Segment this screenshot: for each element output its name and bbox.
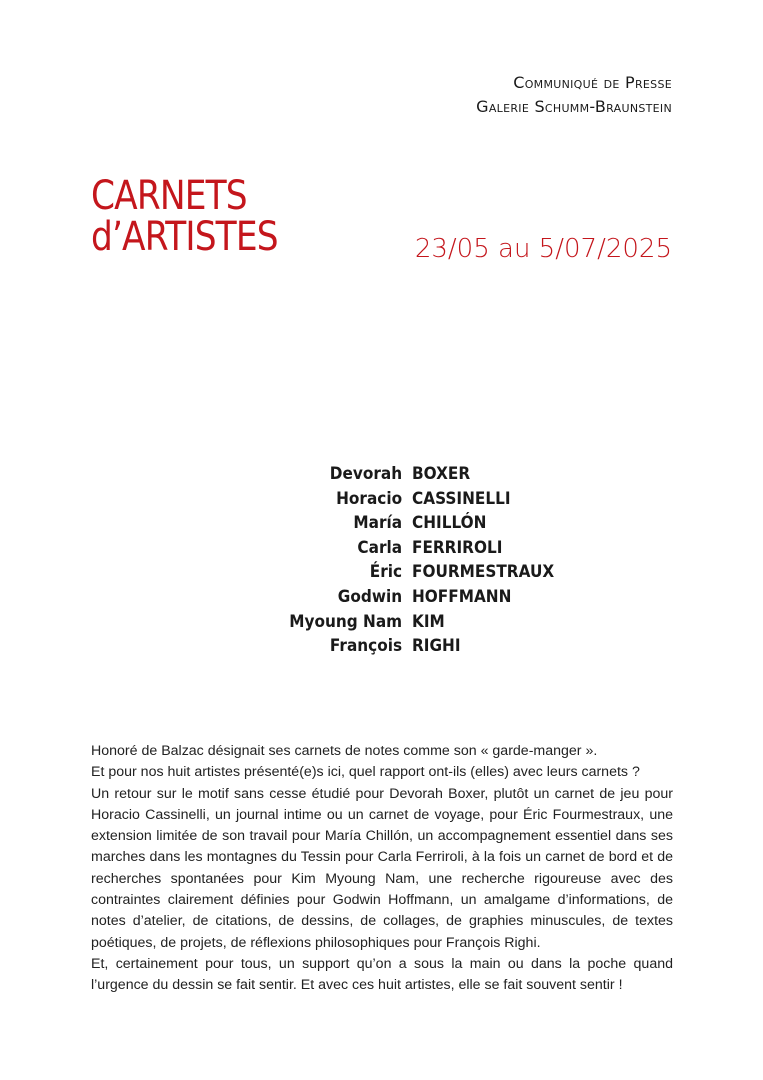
artist-first-name: Carla [357, 537, 403, 558]
artist-last-name: KIM [412, 611, 445, 632]
artist-row [250, 560, 570, 585]
body-paragraph: Et pour nos huit artistes présenté(e)s ici, quel rapport ont-ils (elles) avec leurs carnets ? [91, 764, 640, 781]
artist-last-name: HOFFMANN [412, 586, 512, 607]
body-paragraph: Honoré de Balzac désignait ses carnets de notes comme son « garde-manger ». [91, 743, 598, 759]
artist-last-name: BOXER [412, 464, 471, 484]
artist-row [250, 610, 570, 635]
artist-last-name: CASSINELLI [412, 488, 511, 509]
exhibition-title [91, 173, 278, 260]
artist-list [250, 462, 570, 659]
body-paragraph: Un retour sur le motif sans cesse étudié pour Devorah Boxer, plutôt un carnet de jeu pour Horacio Cassinelli, un journal intime ou un carnet de voyage, pour Éric Fourmestraux, une extension limitée de son travail pour María Chillón, un accompagnement essentiel dans ses marches dans les montagnes du Tessin pour Carla Ferriroli, à la fois un carnet de bord et de recherches spontanées pour Kim Myoung Nam, une recherche rigoureuse avec des contraintes clairement définies pour Godwin Hoffmann, un amalgame d’informations, de notes d’atelier, de citations, de dessins, de collages, de graphies minuscules, de textes poétiques, de projets, de réflexions philosophiques pour François Righi. [91, 785, 673, 951]
press-release-body [91, 741, 673, 997]
header-line-gallery: Galerie Schumm-Braunstein [476, 97, 672, 116]
artist-first-name: Godwin [337, 586, 403, 607]
exhibition-dates: 23/05 au 5/07/2025 [414, 234, 672, 264]
artist-row [250, 487, 570, 512]
artist-first-name: François [329, 636, 403, 657]
header-line-press-release: Communiqué de Presse [513, 73, 672, 92]
artist-row [250, 536, 570, 561]
artist-last-name: FOURMESTRAUX [412, 562, 555, 583]
artist-row [250, 634, 570, 659]
artist-first-name: Éric [369, 562, 403, 583]
artist-row [250, 511, 570, 536]
artist-last-name: RIGHI [412, 636, 461, 657]
press-release-header [476, 71, 672, 119]
artist-row [250, 585, 570, 610]
artist-first-name: Horacio [336, 488, 403, 509]
body-paragraph: Et, certainement pour tous, un support qu’on a sous la main ou dans la poche quand l’urgence du dessin se fait sentir. Et avec ces huit artistes, elle se fait souvent sentir ! [91, 955, 673, 994]
title-line-2: d’ARTISTES [91, 214, 278, 260]
artist-last-name: CHILLÓN [412, 513, 487, 534]
artist-row [250, 462, 570, 487]
artist-first-name: Myoung Nam [289, 611, 403, 632]
artist-last-name: FERRIROLI [412, 537, 503, 558]
artist-first-name: María [353, 513, 403, 534]
title-line-1: CARNETS [91, 173, 247, 219]
artist-first-name: Devorah [329, 464, 403, 484]
